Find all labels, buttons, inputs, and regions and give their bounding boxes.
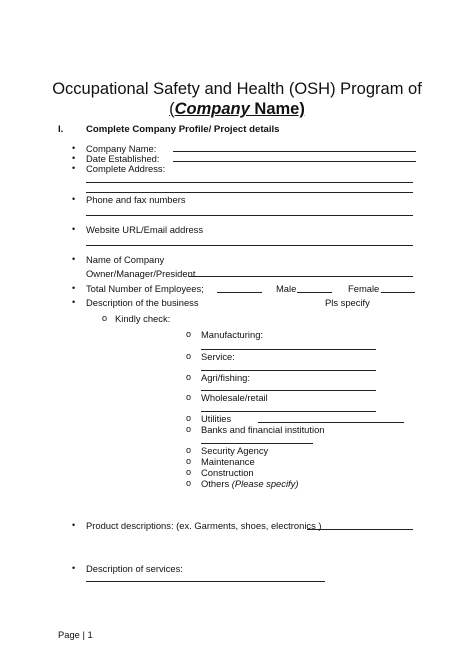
option-construction[interactable]: Construction bbox=[201, 467, 254, 478]
label-description-services: Description of services: bbox=[86, 563, 183, 574]
option-service[interactable]: Service: bbox=[201, 351, 235, 362]
option-maintenance[interactable]: Maintenance bbox=[201, 456, 255, 467]
address-line-2[interactable] bbox=[86, 192, 413, 193]
female-line[interactable] bbox=[381, 292, 415, 293]
label-total-employees: Total Number of Employees; bbox=[86, 283, 204, 294]
bullet-icon: • bbox=[72, 153, 76, 163]
label-phone-fax: Phone and fax numbers bbox=[86, 194, 186, 205]
bullet-icon: • bbox=[72, 283, 76, 293]
label-complete-address: Complete Address: bbox=[86, 163, 166, 174]
option-bullet-icon: o bbox=[186, 372, 192, 382]
bullet-icon: • bbox=[72, 520, 76, 530]
label-female: Female bbox=[348, 283, 380, 294]
label-pls-specify: Pls specify bbox=[325, 297, 370, 308]
sub-bullet-icon: o bbox=[102, 313, 108, 323]
utilities-line[interactable] bbox=[258, 422, 404, 423]
bullet-icon: • bbox=[72, 254, 76, 264]
label-male: Male bbox=[276, 283, 297, 294]
bullet-icon: • bbox=[72, 143, 76, 153]
label-description-business: Description of the business bbox=[86, 297, 199, 308]
document-title-line1: Occupational Safety and Health (OSH) Program of bbox=[52, 80, 422, 98]
bullet-icon: • bbox=[72, 224, 76, 234]
option-wholesale[interactable]: Wholesale/retail bbox=[201, 392, 268, 403]
male-line[interactable] bbox=[297, 292, 332, 293]
manufacturing-line[interactable] bbox=[201, 349, 376, 350]
option-bullet-icon: o bbox=[186, 456, 192, 466]
section-heading: Complete Company Profile/ Project details bbox=[86, 124, 280, 135]
option-others[interactable]: Others (Please specify) bbox=[201, 478, 299, 489]
label-name-of-company: Name of Company bbox=[86, 254, 165, 265]
option-banks[interactable]: Banks and financial institution bbox=[201, 424, 325, 435]
page-number: Page | 1 bbox=[58, 629, 93, 640]
wholesale-line[interactable] bbox=[201, 411, 376, 412]
phone-fax-line[interactable] bbox=[86, 215, 413, 216]
service-line[interactable] bbox=[201, 370, 376, 371]
option-security[interactable]: Security Agency bbox=[201, 445, 269, 456]
section-number: I. bbox=[58, 124, 64, 135]
product-descriptions-line[interactable] bbox=[307, 529, 413, 530]
option-bullet-icon: o bbox=[186, 424, 192, 434]
title-name-word: Name) bbox=[249, 100, 305, 118]
option-bullet-icon: o bbox=[186, 478, 192, 488]
total-employees-line[interactable] bbox=[217, 292, 262, 293]
label-kindly-check: Kindly check: bbox=[115, 313, 171, 324]
option-manufacturing[interactable]: Manufacturing: bbox=[201, 329, 264, 340]
option-utilities[interactable]: Utilities bbox=[201, 413, 232, 424]
label-website-email: Website URL/Email address bbox=[86, 224, 204, 235]
option-bullet-icon: o bbox=[186, 329, 192, 339]
option-bullet-icon: o bbox=[186, 445, 192, 455]
date-established-line[interactable] bbox=[173, 161, 416, 162]
bullet-icon: • bbox=[72, 297, 76, 307]
label-date-established: Date Established: bbox=[86, 153, 160, 164]
agri-line[interactable] bbox=[201, 390, 376, 391]
others-note: (Please specify) bbox=[231, 478, 299, 489]
option-bullet-icon: o bbox=[186, 467, 192, 477]
document-title-line2 bbox=[0, 99, 474, 119]
label-owner: Owner/Manager/President bbox=[86, 268, 196, 279]
bullet-icon: • bbox=[72, 563, 76, 573]
banks-line[interactable] bbox=[201, 443, 313, 444]
title-company-word: Company bbox=[174, 100, 250, 118]
label-product-descriptions: Product descriptions: (ex. Garments, shoes, electronics ) bbox=[86, 520, 322, 531]
option-bullet-icon: o bbox=[186, 413, 192, 423]
title-open-paren: ( bbox=[169, 100, 175, 118]
option-agri[interactable]: Agri/fishing: bbox=[201, 372, 250, 383]
option-bullet-icon: o bbox=[186, 392, 192, 402]
bullet-icon: • bbox=[72, 194, 76, 204]
option-bullet-icon: o bbox=[186, 351, 192, 361]
bullet-icon: • bbox=[72, 163, 76, 173]
owner-line[interactable] bbox=[189, 276, 413, 277]
description-services-line[interactable] bbox=[86, 581, 325, 582]
website-email-line[interactable] bbox=[86, 245, 413, 246]
label-company-name: Company Name: bbox=[86, 143, 157, 154]
company-name-line[interactable] bbox=[173, 151, 416, 152]
address-line-1[interactable] bbox=[86, 182, 413, 183]
